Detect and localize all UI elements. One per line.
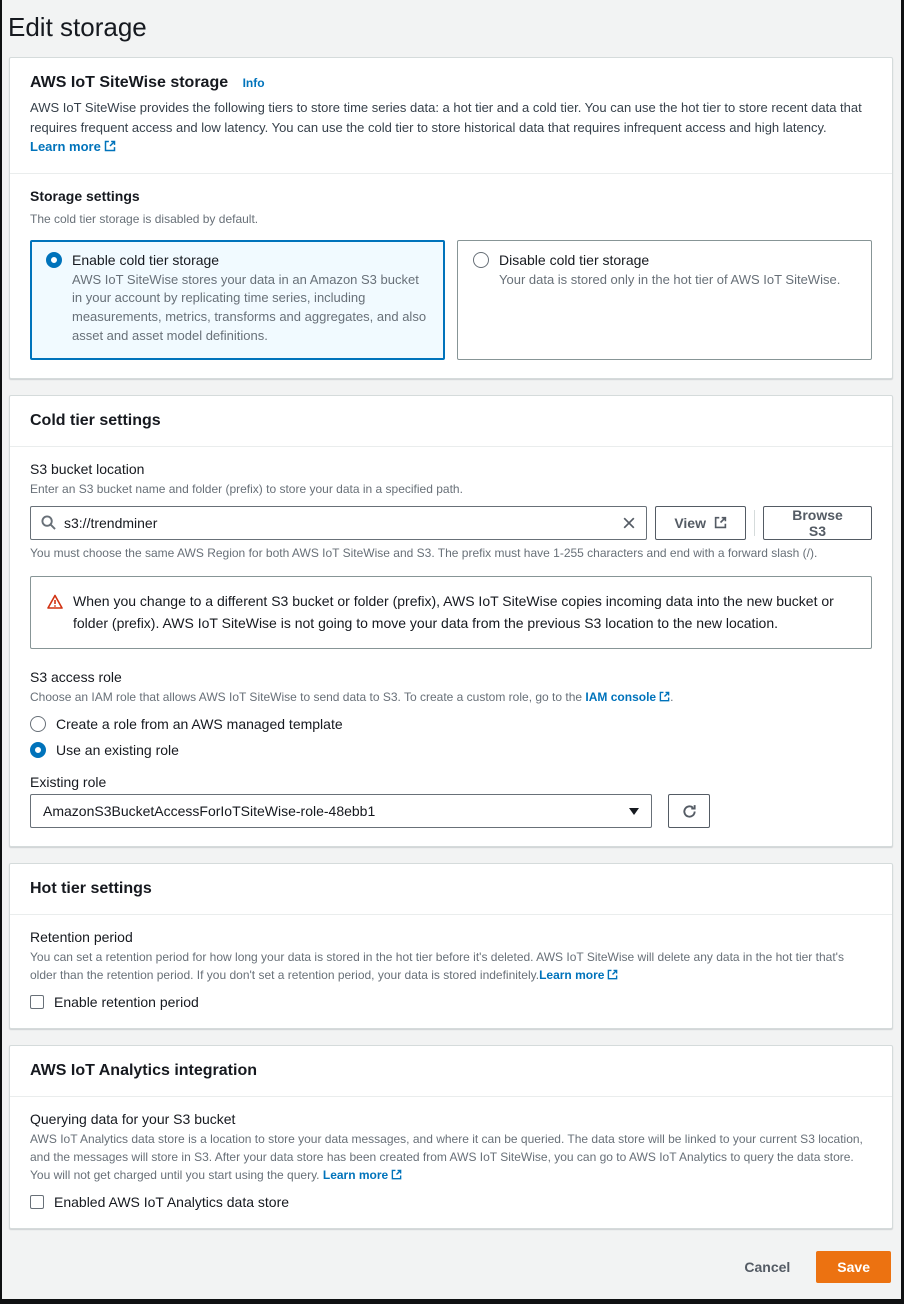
sitewise-storage-header (10, 58, 892, 174)
existing-role-select[interactable] (30, 794, 652, 828)
existing-role-value: AmazonS3BucketAccessForIoTSiteWise-role-48ebb1 (43, 803, 376, 820)
analytics-learn-more-link[interactable]: Learn more (323, 1168, 402, 1182)
external-link-icon (714, 516, 727, 529)
cold-tier-settings-card (9, 395, 893, 847)
querying-data-label: Querying data for your S3 bucket (30, 1111, 236, 1128)
s3-bucket-constraint: You must choose the same AWS Region for both AWS IoT SiteWise and S3. The prefix must have 1-255 characters and end with a forward slash (/). (30, 545, 818, 560)
enable-retention-checkbox[interactable] (30, 995, 44, 1009)
external-link-icon (104, 140, 116, 152)
enable-analytics-row[interactable] (30, 1194, 872, 1210)
cold-tier-settings-header (10, 396, 892, 447)
sitewise-storage-description-text: AWS IoT SiteWise provides the following tiers to store time series data: a hot tier and a cold tier. You can use the hot tier to store recent data that requires frequent access and low latency. You can use the cold tier to store historical data that requires infrequent access and high latency. (30, 100, 862, 135)
retention-learn-more-link[interactable]: Learn more (539, 968, 618, 982)
use-existing-role-label: Use an existing role (56, 742, 179, 759)
use-existing-role-radio[interactable] (30, 742, 46, 758)
disable-cold-tier-tile[interactable] (457, 240, 872, 360)
querying-data-description: AWS IoT Analytics data store is a location to store your data messages, and where it can be queried. The data store will be linked to your current S3 location, and the messages will store in S3. After your data store has been created from AWS IoT SiteWise, you can go to AWS IoT Analytics to query the data store. You will not get charged until you start using the query. Learn more (30, 1132, 863, 1183)
retention-period-description: You can set a retention period for how long your data is stored in the hot tier before it's deleted. AWS IoT SiteWise will delete any data in the hot tier that's older than the retention period. If you don't set a retention period, your data is stored indefinitely.Learn more (30, 950, 844, 983)
view-button[interactable]: View (655, 506, 746, 540)
enable-retention-label: Enable retention period (54, 994, 199, 1011)
hot-tier-settings-content (10, 915, 892, 1028)
save-button[interactable]: Save (816, 1251, 891, 1283)
external-link-icon (659, 691, 670, 702)
storage-settings-description: The cold tier storage is disabled by default. (30, 211, 259, 226)
analytics-integration-header (10, 1046, 892, 1097)
external-link-icon (607, 969, 618, 980)
analytics-integration-card (9, 1045, 893, 1229)
analytics-integration-content (10, 1097, 892, 1228)
external-link-icon (391, 1169, 402, 1180)
sitewise-storage-card (9, 57, 893, 379)
s3-bucket-input-wrapper (30, 506, 647, 540)
edit-storage-page (2, 0, 901, 1299)
iam-console-link[interactable]: IAM console (585, 690, 670, 704)
s3-bucket-input[interactable] (64, 515, 614, 531)
refresh-icon (682, 804, 697, 819)
hot-tier-settings-title: Hot tier settings (30, 880, 152, 898)
refresh-roles-button[interactable] (668, 794, 710, 828)
s3-access-role-description: Choose an IAM role that allows AWS IoT SiteWise to send data to S3. To create a custom role, go to the IAM console . (30, 690, 674, 705)
enable-retention-period-row[interactable] (30, 994, 872, 1010)
sitewise-learn-more-link[interactable]: Learn more (30, 139, 116, 154)
create-role-label: Create a role from an AWS managed template (56, 716, 343, 733)
chevron-down-icon (629, 808, 639, 815)
retention-period-label: Retention period (30, 929, 133, 946)
create-role-option[interactable] (30, 716, 872, 732)
warning-icon (47, 594, 63, 610)
cold-tier-settings-content (10, 447, 892, 846)
disable-cold-tier-label: Disable cold tier storage (499, 251, 650, 268)
disable-cold-tier-description: Your data is stored only in the hot tier of AWS IoT SiteWise. (499, 271, 841, 287)
hot-tier-settings-card (9, 863, 893, 1029)
cancel-button[interactable]: Cancel (744, 1259, 791, 1276)
page-title: Edit storage (8, 12, 147, 42)
enable-analytics-label: Enabled AWS IoT Analytics data store (54, 1194, 290, 1211)
bucket-change-warning (30, 576, 872, 649)
enable-analytics-checkbox[interactable] (30, 1195, 44, 1209)
use-existing-role-option[interactable] (30, 742, 872, 758)
footer-actions (7, 1245, 894, 1299)
storage-settings-section (10, 174, 892, 378)
info-link[interactable]: Info (242, 76, 265, 90)
browse-s3-button[interactable]: Browse S3 (763, 506, 872, 540)
create-role-radio[interactable] (30, 716, 46, 732)
cold-tier-settings-title: Cold tier settings (30, 411, 161, 429)
s3-bucket-row (30, 506, 872, 540)
hot-tier-settings-header (10, 864, 892, 915)
sitewise-storage-description (30, 98, 872, 157)
enable-cold-tier-tile[interactable] (30, 240, 445, 360)
button-separator (754, 510, 755, 536)
s3-bucket-location-label: S3 bucket location (30, 460, 145, 477)
storage-option-tiles (30, 240, 872, 360)
clear-input-button[interactable] (622, 516, 636, 530)
analytics-integration-title: AWS IoT Analytics integration (30, 1062, 257, 1080)
enable-cold-tier-label: Enable cold tier storage (72, 251, 220, 268)
sitewise-storage-title: AWS IoT SiteWise storage (30, 74, 229, 91)
existing-role-row (30, 794, 872, 828)
s3-access-role-label: S3 access role (30, 669, 122, 686)
s3-bucket-location-description: Enter an S3 bucket name and folder (prefix) to store your data in a specified path. (30, 481, 463, 496)
close-icon (622, 516, 636, 530)
enable-cold-tier-radio[interactable] (46, 252, 62, 268)
disable-cold-tier-radio[interactable] (473, 252, 489, 268)
bucket-change-warning-text: When you change to a different S3 bucket or folder (prefix), AWS IoT SiteWise copies incoming data into the new bucket or folder (prefix). AWS IoT SiteWise is not going to move your data from the previous S3 location to the new location. (73, 592, 834, 631)
existing-role-label: Existing role (30, 774, 107, 791)
enable-cold-tier-description: AWS IoT SiteWise stores your data in an Amazon S3 bucket in your account by replicating time series, including measurements, metrics, transforms and aggregates, and also asset and asset model definitions. (72, 271, 427, 344)
storage-settings-title: Storage settings (30, 187, 140, 204)
search-icon (41, 515, 56, 530)
